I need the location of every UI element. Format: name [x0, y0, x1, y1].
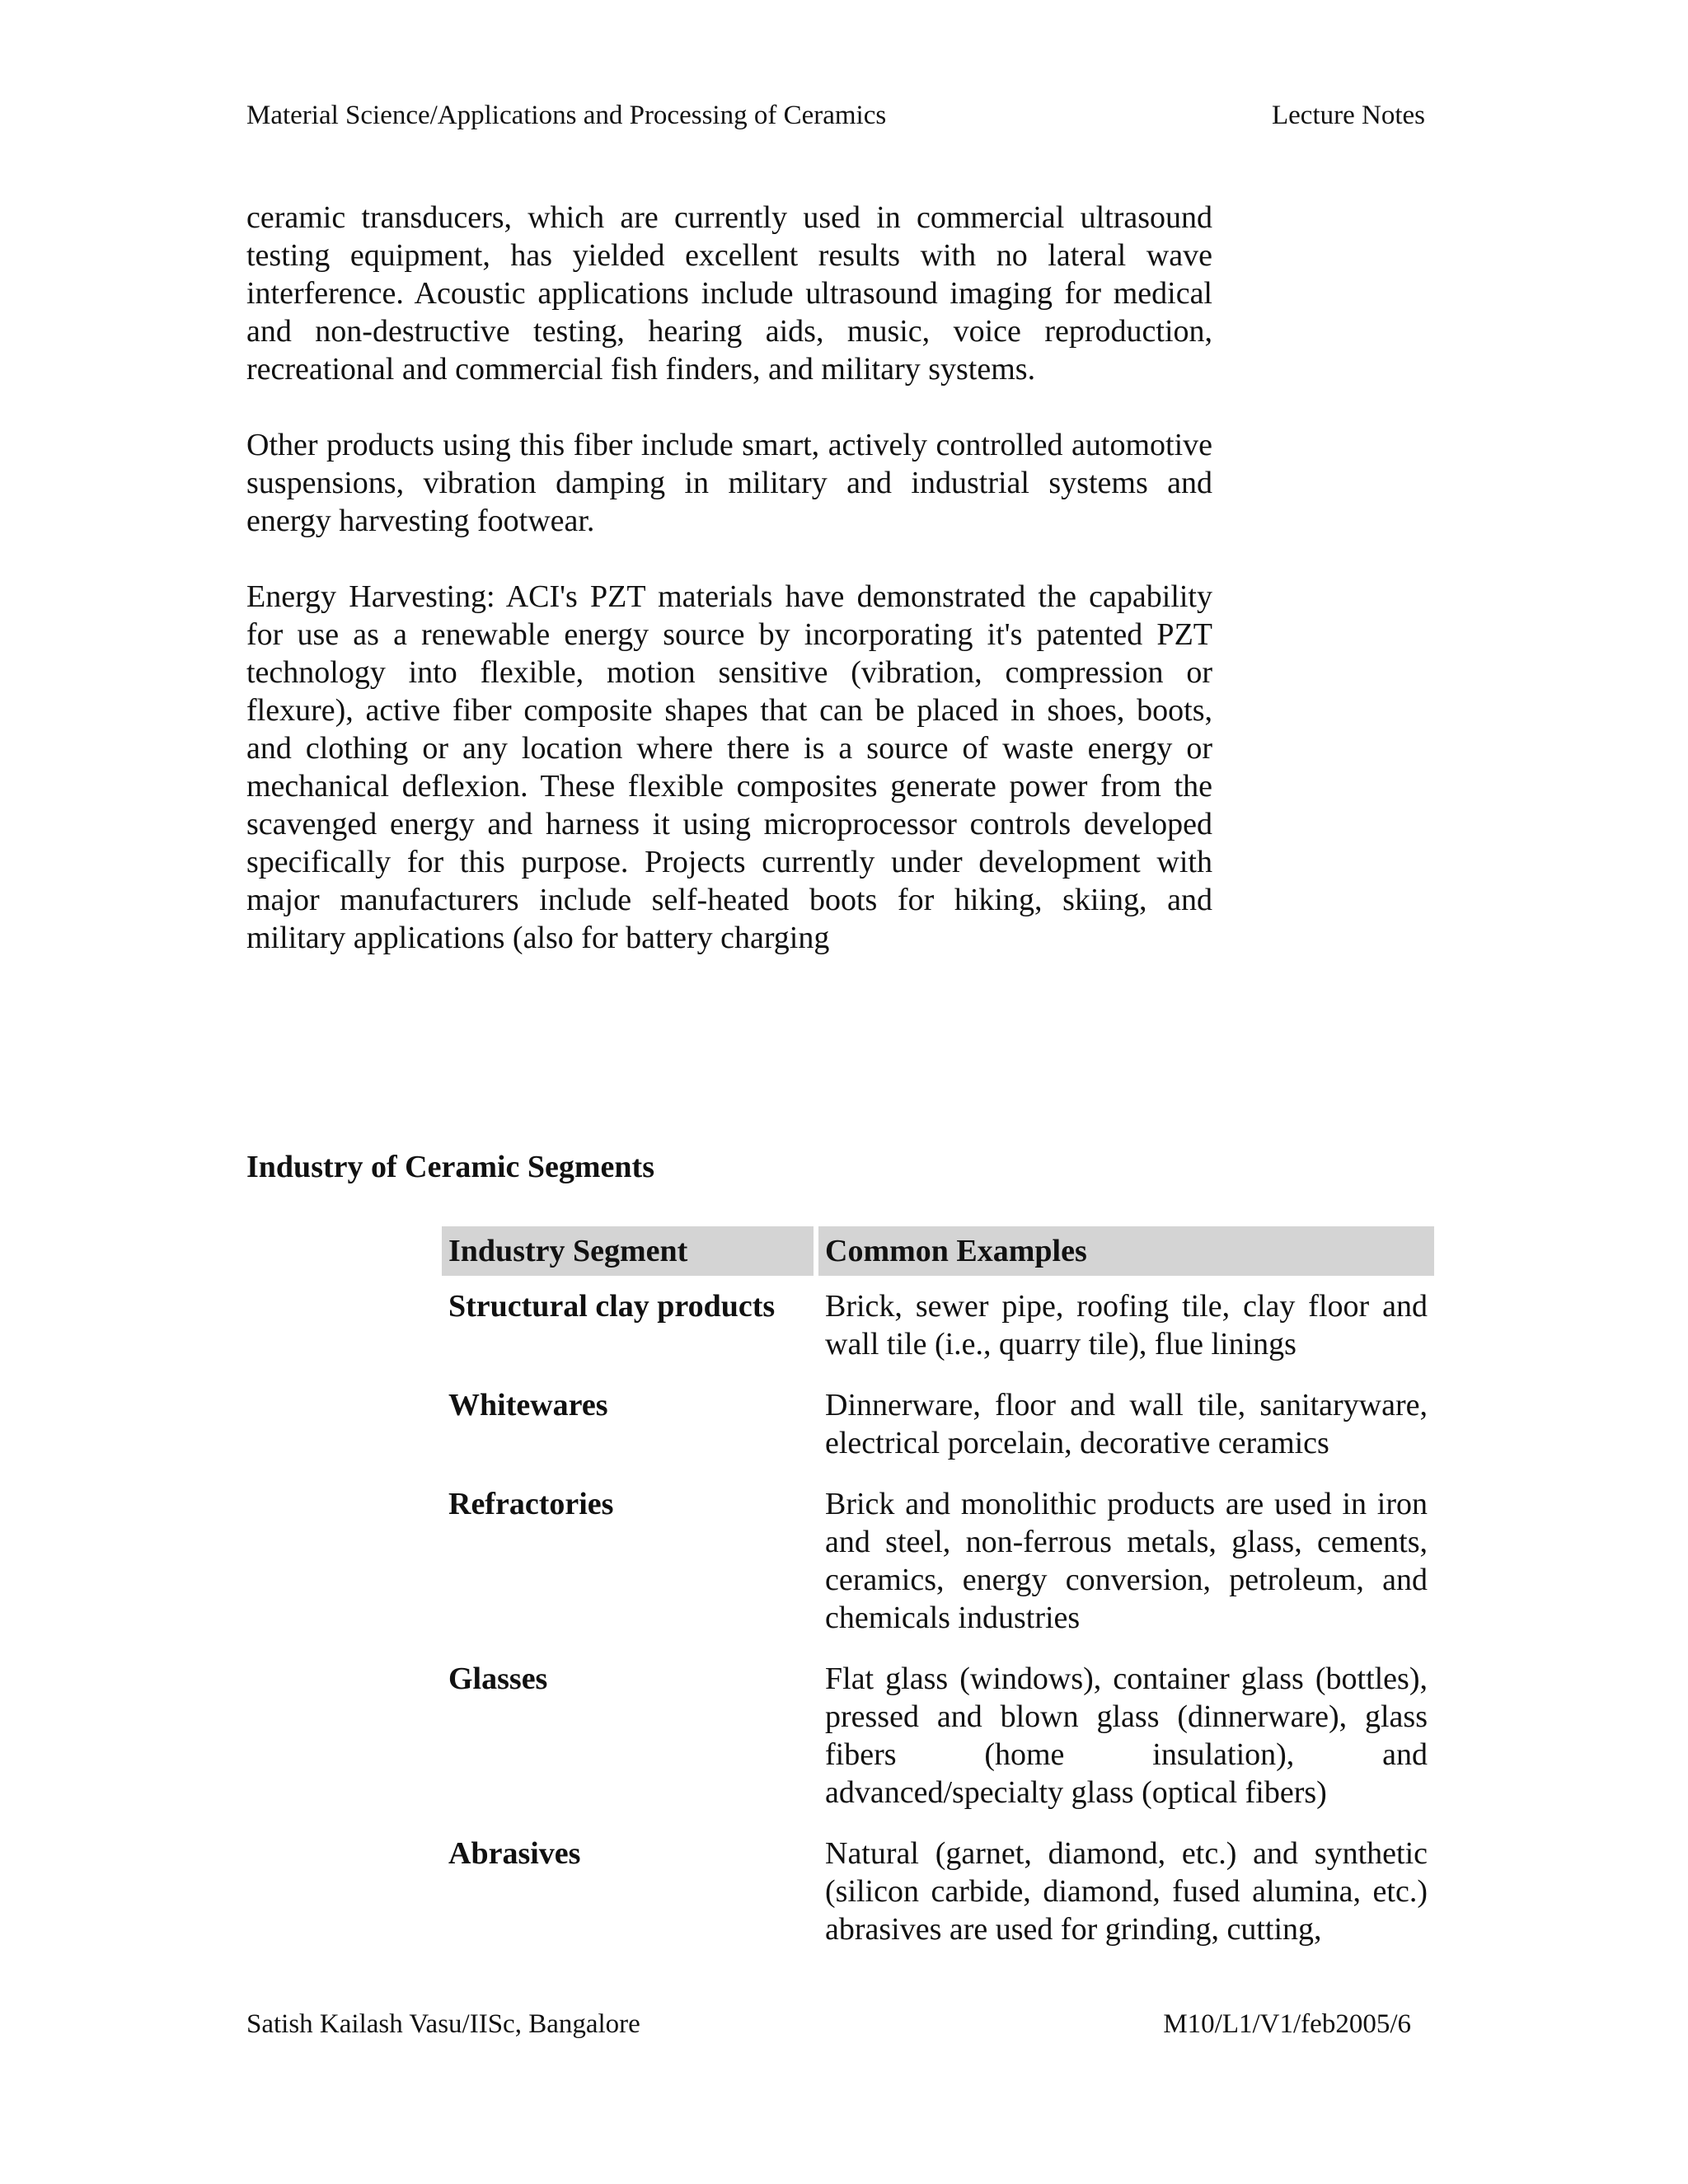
column-header-examples: Common Examples [818, 1226, 1434, 1276]
footer-author: Satish Kailash Vasu/IISc, Bangalore [246, 2009, 640, 2039]
examples-cell: Natural (garnet, diamond, etc.) and synthetic (silicon carbide, diamond, fused alumina, etc.) abrasives are used for grinding, cutting, [825, 1836, 1428, 1947]
column-header-segment: Industry Segment [442, 1226, 814, 1276]
table-row [442, 1823, 1434, 1960]
paragraph-energy-harvesting: Energy Harvesting: ACI's PZT materials have demonstrated the capability for use as a renewable energy source by incorporating it's patented PZT technology into flexible, motion sensitive (vibration, compression or flexure), active fiber composite shapes that can be placed in shoes, boots, and clothing or any location where there is a source of waste energy or mechanical deflexion. These flexible composites generate power from the scavenged energy and harness it using microprocessor controls developed specifically for this purpose. Projects currently under development with major manufacturers include self-heated boots for hiking, skiing, and military applications (also for battery charging [246, 579, 1212, 955]
segment-cell: Structural clay products [448, 1289, 776, 1324]
paragraph-transducers: ceramic transducers, which are currently used in commercial ultrasound testing equipment, has yielded excellent results with no lateral wave interference. Acoustic applications include ultrasound imaging for medical and non-destructive testing, hearing aids, music, voice reproduction, recreational and commercial fish finders, and military systems. [246, 200, 1212, 387]
table-row [442, 1474, 1434, 1648]
footer-page-code: M10/L1/V1/feb2005/6 [1163, 2009, 1411, 2039]
examples-cell: Brick, sewer pipe, roofing tile, clay floor and wall tile (i.e., quarry tile), flue linings [825, 1289, 1428, 1361]
header-left-title: Material Science/Applications and Processing of Ceramics [246, 101, 887, 130]
header-right-label: Lecture Notes [1272, 101, 1425, 130]
table-row [442, 1276, 1434, 1375]
segment-cell: Refractories [448, 1487, 614, 1521]
industry-segment-table [437, 1226, 1439, 1960]
table-header-row [442, 1226, 1434, 1276]
section-heading: Industry of Ceramic Segments [246, 1150, 655, 1184]
segment-cell: Abrasives [448, 1836, 581, 1871]
segment-cell: Whitewares [448, 1388, 608, 1422]
body-text [246, 199, 1212, 995]
segment-cell: Glasses [448, 1661, 548, 1696]
examples-cell: Dinnerware, floor and wall tile, sanitaryware, electrical porcelain, decorative ceramics [825, 1388, 1428, 1460]
table-row [442, 1375, 1434, 1474]
examples-cell: Brick and monolithic products are used in iron and steel, non-ferrous metals, glass, cements, ceramics, energy conversion, petroleum, and chemicals industries [825, 1487, 1428, 1635]
table-row [442, 1648, 1434, 1823]
paragraph-other-products: Other products using this fiber include smart, actively controlled automotive suspensions, vibration damping in military and industrial systems and energy harvesting footwear. [246, 428, 1212, 538]
examples-cell: Flat glass (windows), container glass (bottles), pressed and blown glass (dinnerware), glass fibers (home insulation), and advanced/specialty glass (optical fibers) [825, 1661, 1428, 1810]
